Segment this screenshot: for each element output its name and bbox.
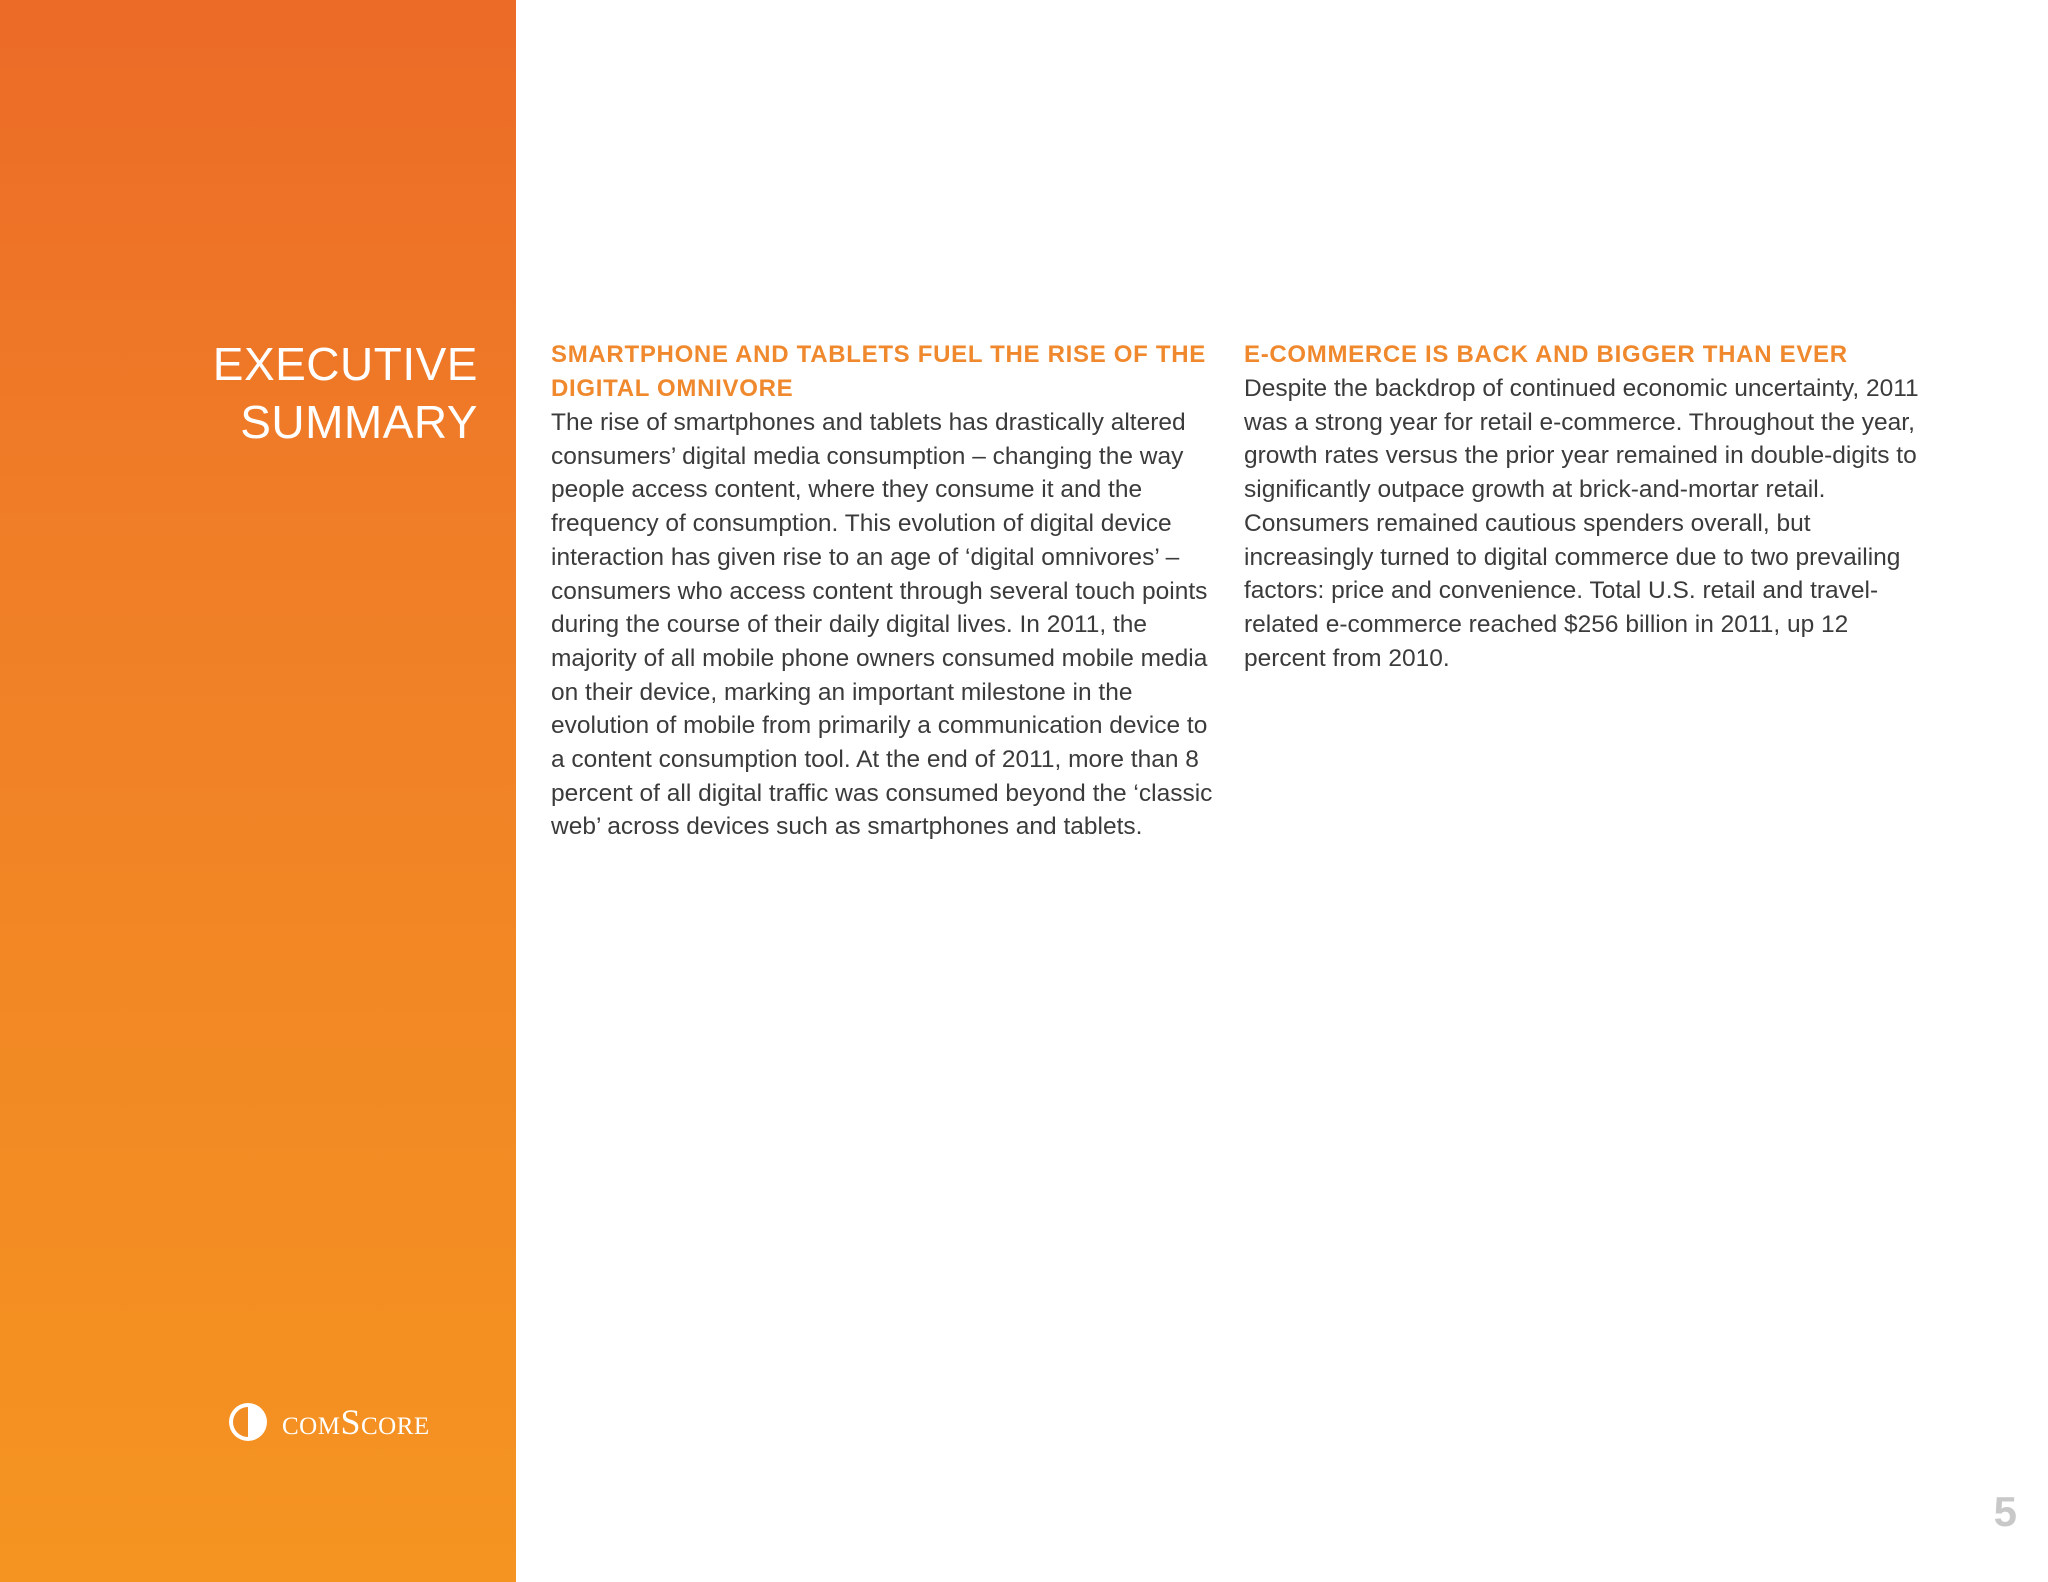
logo-wordmark: comScore: [282, 1402, 430, 1442]
comscore-logo-icon: [228, 1402, 268, 1442]
page-title-line-1: EXECUTIVE: [212, 338, 478, 390]
section-body: Despite the backdrop of continued economic uncertainty, 2011 was a strong year for retail e-commerce. Throughout the year, growth rates versus the prior year remained in double-digits to significantly outpace growth at brick-and-mortar retail. Consumers remained cautious spenders overall, but increasingly turned to digital commerce due to two prevailing factors: price and convenience. Total U.S. retail and travel-related e-commerce reached $256 billion in 2011, up 12 percent from 2010.: [1244, 375, 1919, 672]
section-heading: SMARTPHONE AND TABLETS FUEL THE RISE OF THE DIGITAL OMNIVORE: [551, 341, 1207, 402]
section-ecommerce: [1244, 338, 1924, 675]
section-digital-omnivore: [551, 338, 1216, 844]
section-heading: E-COMMERCE IS BACK AND BIGGER THAN EVER: [1244, 341, 1848, 368]
comscore-logo: [228, 1402, 430, 1442]
sidebar-panel: [0, 0, 516, 1582]
page-number: 5: [1993, 1488, 2017, 1535]
page-title: [213, 335, 478, 451]
page-title-line-2: SUMMARY: [240, 396, 478, 448]
section-body: The rise of smartphones and tablets has drastically altered consumers’ digital media consumption – changing the way people access content, where they consume it and the frequency of consumption. This evolution of digital device interaction has given rise to an age of ‘digital omnivores’ – consumers who access content through several touch points during the course of their daily digital lives. In 2011, the majority of all mobile phone owners consumed mobile media on their device, marking an important milestone in the evolution of mobile from primarily a communication device to a content consumption tool. At the end of 2011, more than 8 percent of all digital traffic was consumed beyond the ‘classic web’ across devices such as smartphones and tablets.: [551, 409, 1213, 841]
